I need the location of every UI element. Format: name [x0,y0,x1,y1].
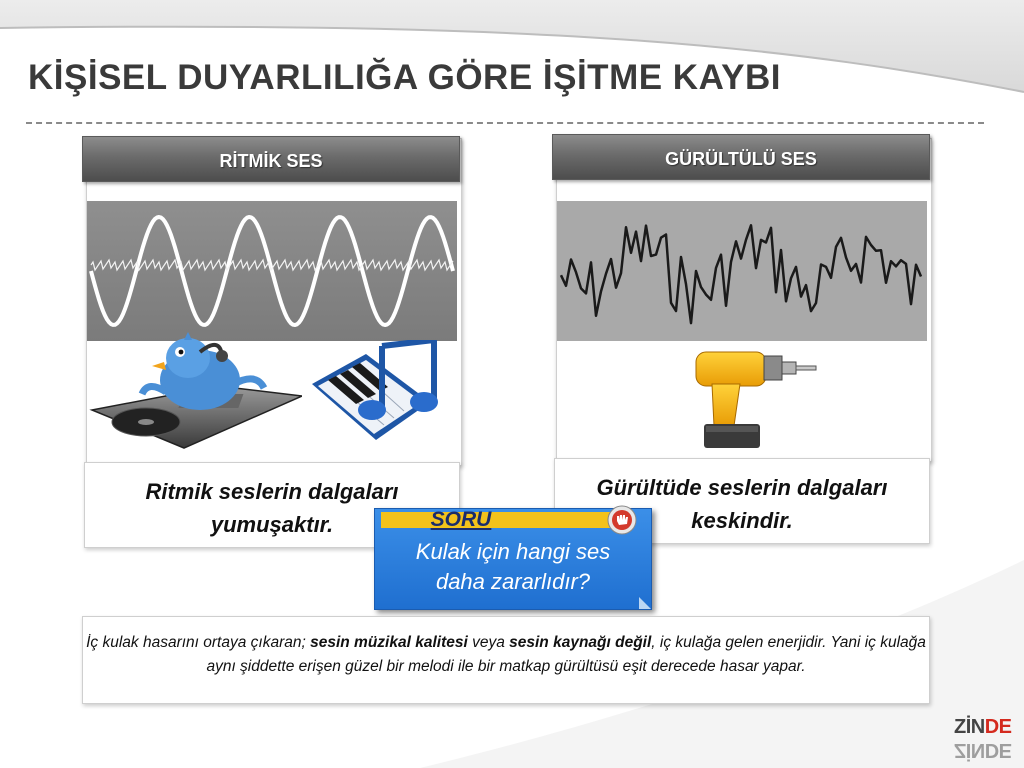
slide-title: KİŞİSEL DUYARLILIĞA GÖRE İŞİTME KAYBI [28,58,781,97]
noisy-sound-header: GÜRÜLTÜLÜ SES [552,134,930,180]
question-line2: daha zararlıdır? [435,569,591,594]
info-text-3: , iç kulağa gelen enerjidir. Yani iç kulağa aynı şiddette erişen güzel bir melodi ile bir matkap gürültüsü eşit derecede hasar yapar. [206,634,926,675]
info-bold-2: sesin kaynağı değil [509,634,652,651]
info-bold-1: sesin müzikal kalitesi [310,634,468,651]
rhythmic-caption-line1: Ritmik seslerin dalgaları [145,479,399,504]
dancing-bird-dj-icon [88,332,302,452]
jagged-wave-image [557,201,927,341]
piano-music-note-icon [306,340,444,460]
title-divider [26,122,984,124]
question-line1: Kulak için hangi ses [415,539,611,564]
sine-wave-icon [91,204,453,339]
power-drill-icon [694,346,818,452]
stop-hand-icon [607,505,637,535]
question-text [375,537,651,597]
logo-part2: DE [984,716,1012,738]
smooth-wave-image [87,201,457,341]
noisy-caption-line1: Gürültüde seslerin dalgaları [596,475,888,500]
rhythmic-sound-header: RİTMİK SES [82,136,460,182]
info-text-2: veya [467,634,510,651]
logo-part1: ZİN [954,716,985,738]
noise-wave-icon [561,225,921,323]
question-card [374,508,652,610]
page-curl [639,597,651,609]
question-label: SORU [430,508,492,531]
info-box [82,616,930,704]
logo-reflection: ZİNDE [954,739,1012,761]
info-text-1: İç kulak hasarını ortaya çıkaran; [86,634,311,651]
noisy-caption-line2: keskindir. [691,508,793,533]
rhythmic-caption-line2: yumuşaktır. [210,512,334,537]
zinde-logo [954,716,1020,766]
